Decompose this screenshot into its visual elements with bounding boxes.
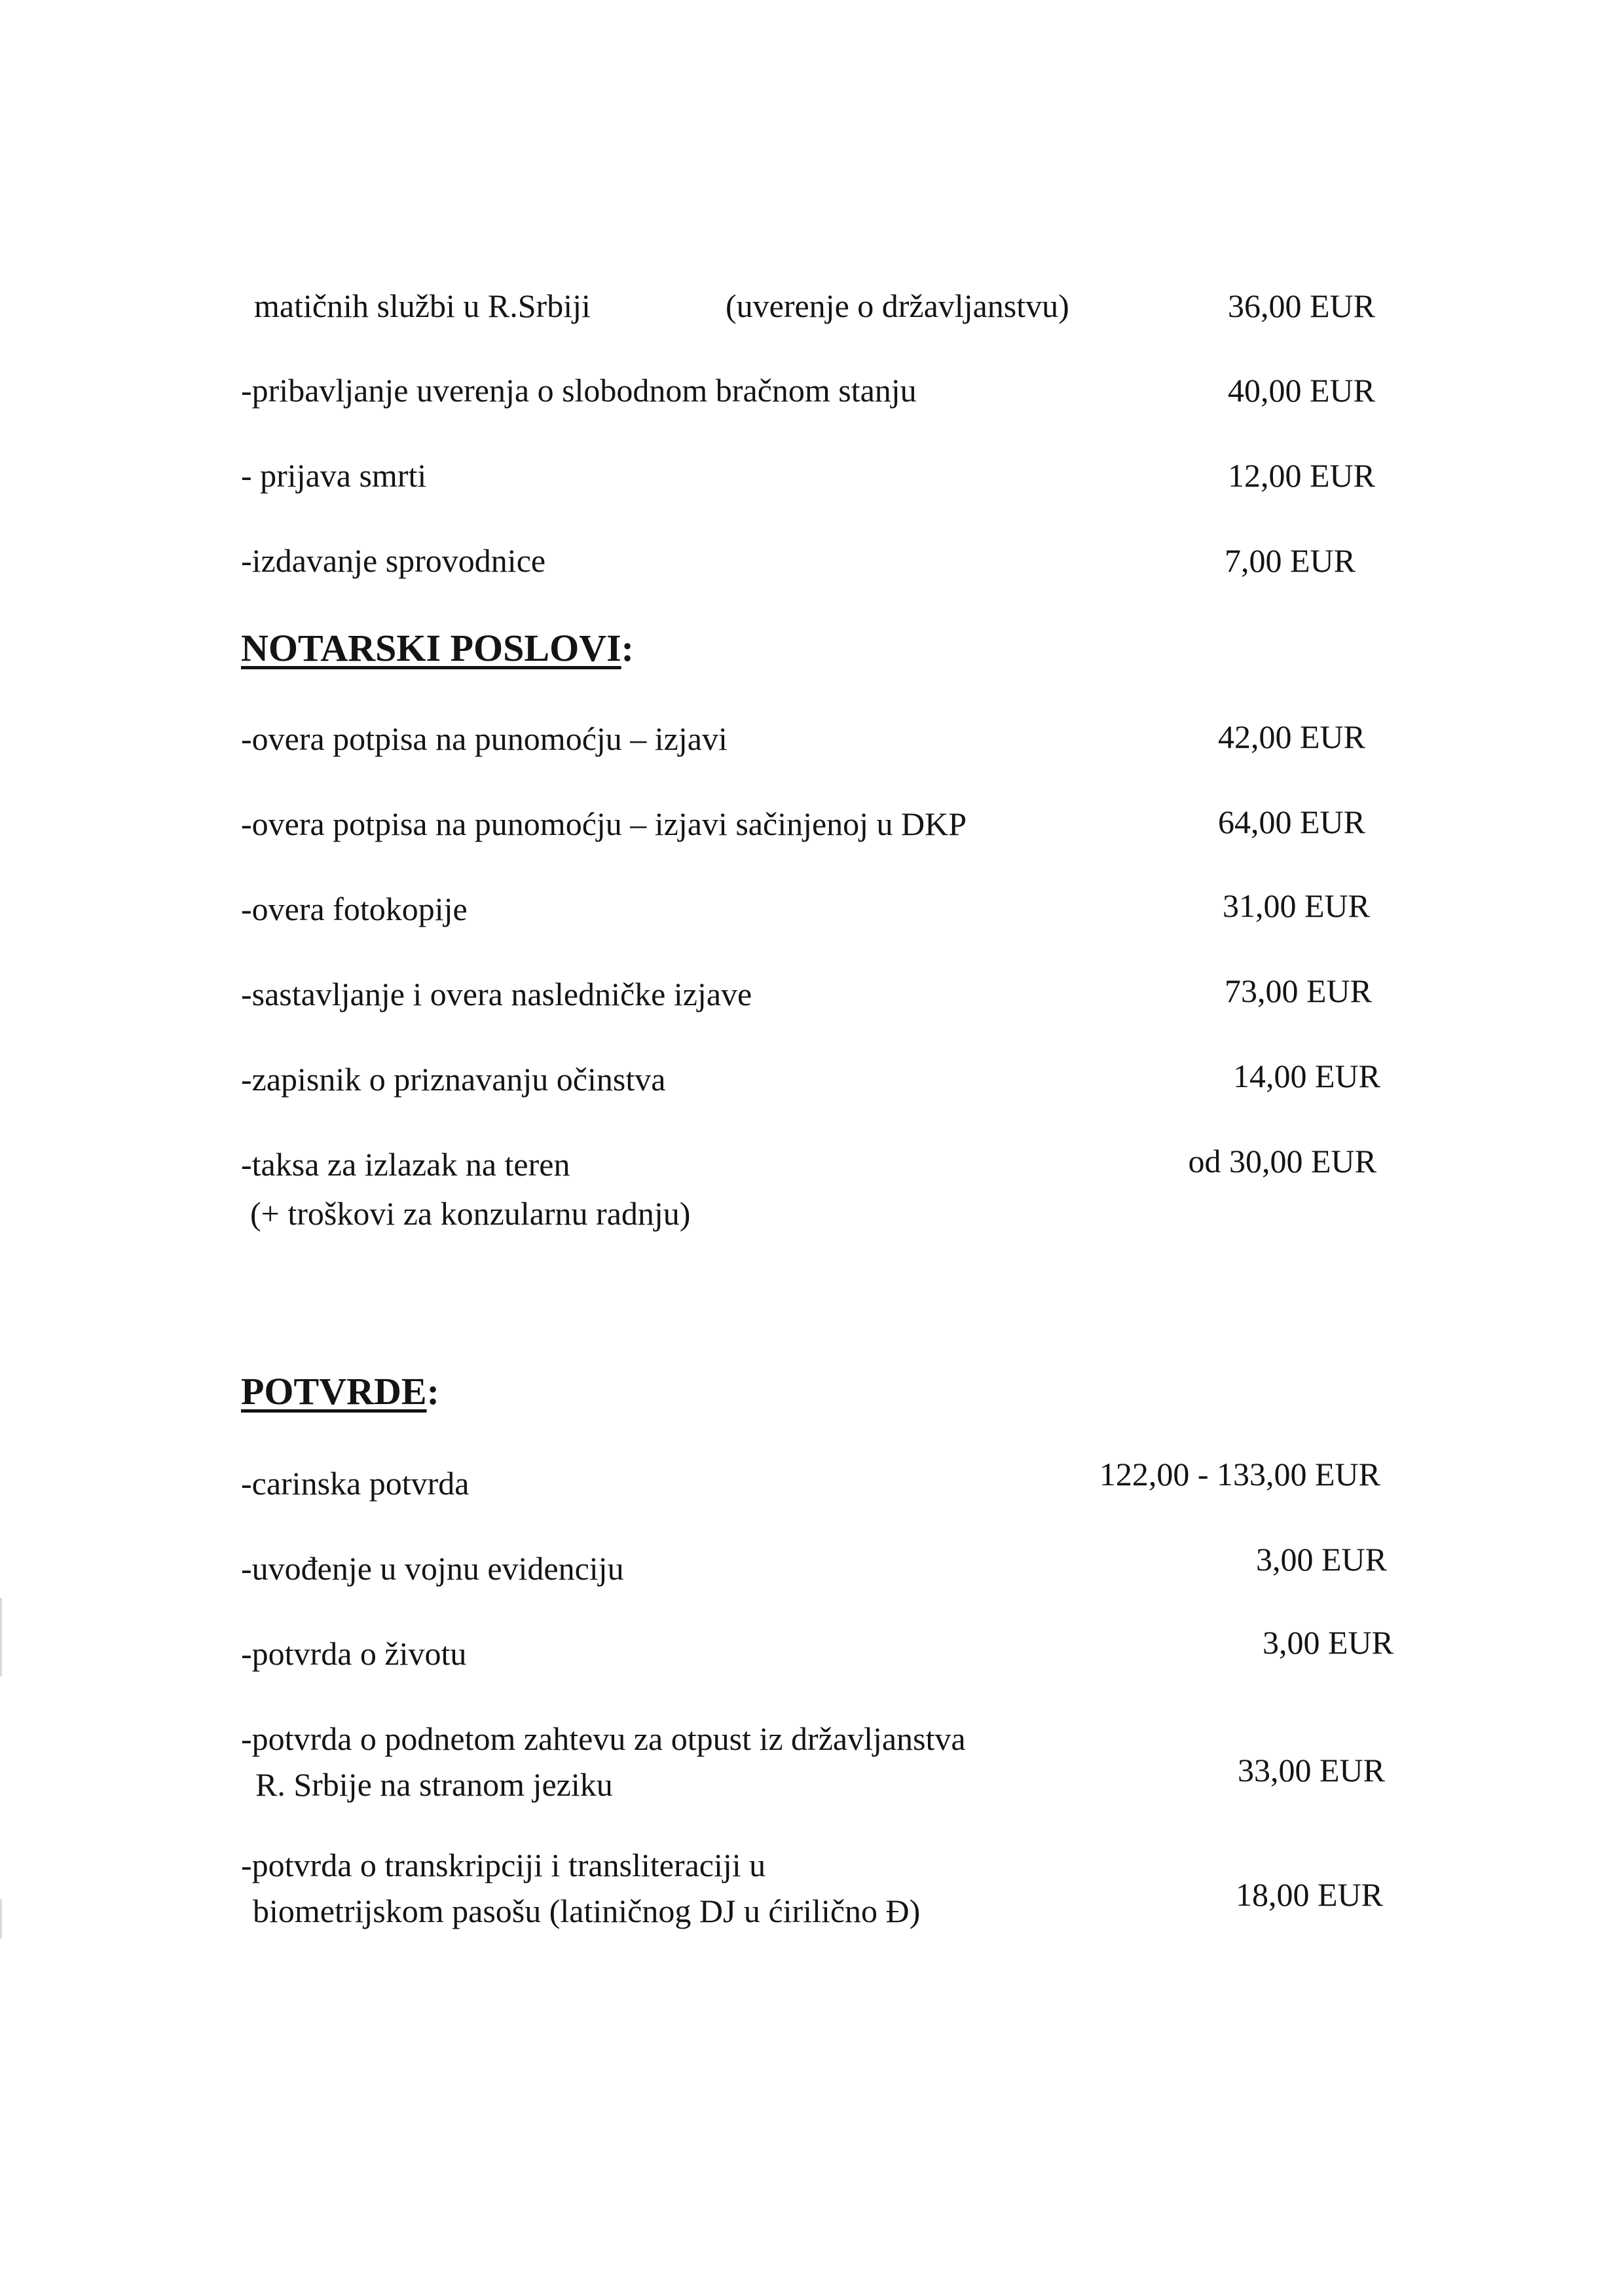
row-price: 12,00 EUR [1228, 457, 1375, 494]
row-label-continued: (+ troškovi za konzularnu radnju) [250, 1195, 691, 1232]
row-price: 3,00 EUR [1256, 1541, 1387, 1578]
row-price: 64,00 EUR [1218, 804, 1365, 840]
section-heading-text: POTVRDE [241, 1370, 427, 1413]
row-price: 3,00 EUR [1263, 1624, 1393, 1661]
row-label: -overa potpisa na punomoćju – izjavi [241, 720, 728, 757]
row-label: -sastavljanje i overa nasledničke izjave [241, 976, 752, 1012]
row-price: 33,00 EUR [1238, 1752, 1385, 1788]
section-heading-colon: : [621, 627, 634, 669]
row-label: -izdavanje sprovodnice [241, 542, 546, 579]
row-label: -zapisnik o priznavanju očinstva [241, 1061, 666, 1098]
row-price: 40,00 EUR [1228, 372, 1375, 409]
row-label: -potvrda o transkripciji i transliteraciji u [241, 1847, 766, 1883]
scan-artifact [0, 1899, 2, 1938]
row-label: -overa fotokopije [241, 891, 468, 927]
row-price: 42,00 EUR [1218, 718, 1365, 755]
row-price: 14,00 EUR [1233, 1058, 1380, 1094]
row-price: 122,00 - 133,00 EUR [1099, 1456, 1380, 1492]
row-price: 36,00 EUR [1228, 287, 1375, 324]
row-price: 7,00 EUR [1225, 542, 1356, 579]
scan-artifact [0, 1598, 2, 1676]
row-price: 18,00 EUR [1236, 1876, 1383, 1913]
row-label-continued: R. Srbije na stranom jeziku [255, 1766, 613, 1803]
section-heading-notarski [241, 625, 634, 671]
row-label: -pribavljanje uverenja o slobodnom bračnom stanju [241, 372, 917, 409]
row-label: -overa potpisa na punomoćju – izjavi sačinjenoj u DKP [241, 805, 967, 842]
section-heading-potvrde [241, 1369, 439, 1415]
row-label: -potvrda o podnetom zahtevu za otpust iz državljanstva [241, 1720, 966, 1757]
row-label: -taksa za izlazak na teren [241, 1146, 570, 1183]
row-price: od 30,00 EUR [1188, 1143, 1376, 1179]
row-price: 31,00 EUR [1223, 887, 1370, 924]
section-heading-text: NOTARSKI POSLOVI [241, 627, 621, 669]
row-label-continued: biometrijskom pasošu (latiničnog DJ u ćirilično Đ) [253, 1893, 921, 1929]
row-label: matičnih službi u R.Srbiji [254, 287, 591, 324]
row-label: -uvođenje u vojnu evidenciju [241, 1550, 624, 1587]
row-label: -carinska potvrda [241, 1465, 470, 1502]
section-heading-colon: : [426, 1370, 439, 1413]
row-label: -potvrda o životu [241, 1635, 467, 1672]
row-price: 73,00 EUR [1225, 972, 1372, 1009]
row-label: - prijava smrti [241, 457, 427, 494]
row-note: (uverenje o državljanstvu) [726, 287, 1069, 324]
